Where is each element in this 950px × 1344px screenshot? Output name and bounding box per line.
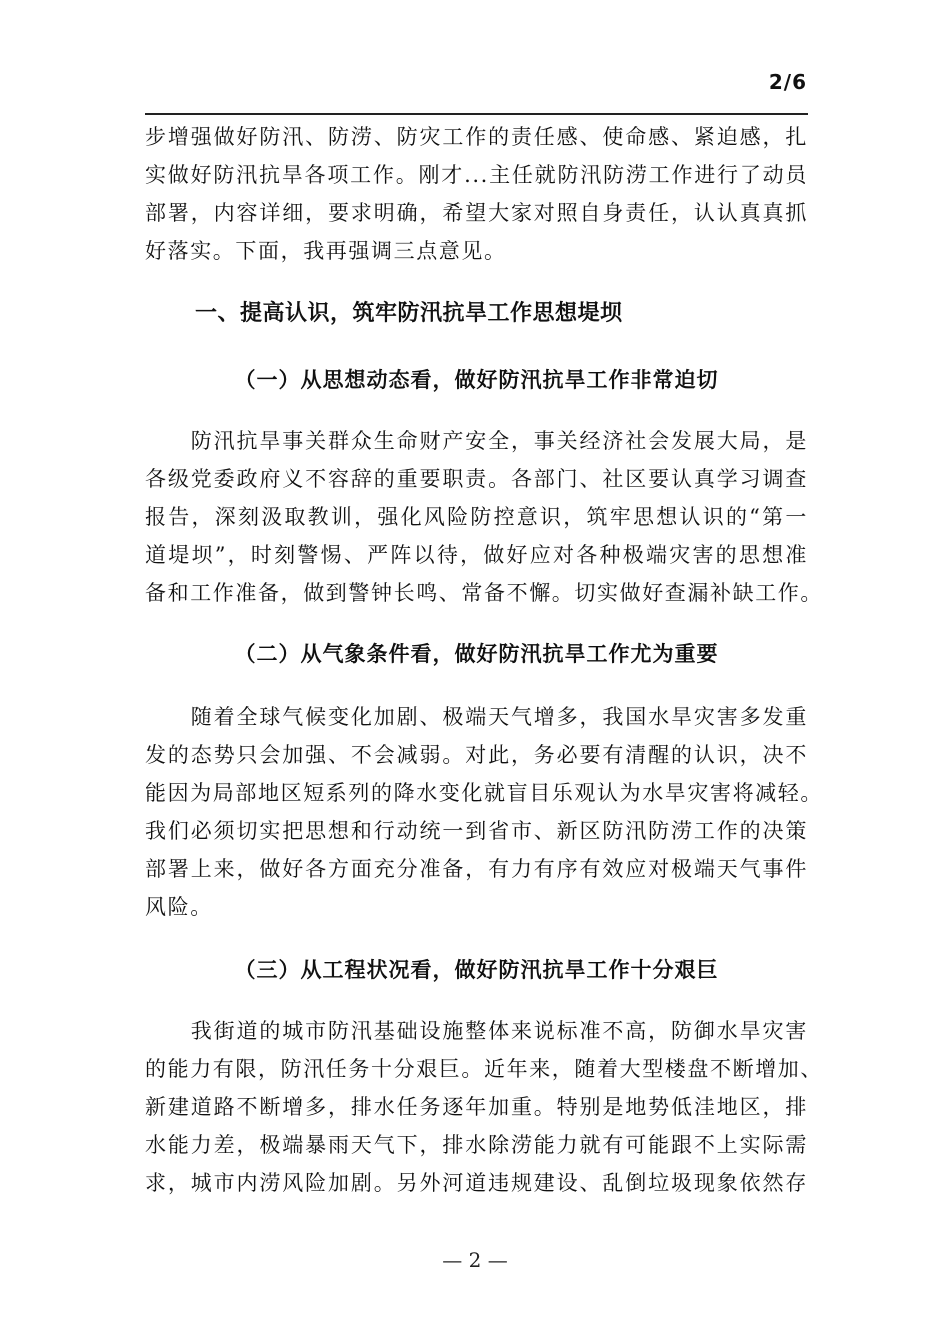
paragraph-line: 好落实。下面，我再强调三点意见。 [145,239,507,263]
paragraph-line: 风险。 [145,895,213,919]
paragraph-line: 随着全球气候变化加剧、极端天气增多，我国水旱灾害多发重 [145,705,808,729]
paragraph-line: 备和工作准备，做到警钟长鸣、常备不懈。切实做好查漏补缺工作。 [145,581,823,605]
paragraph-line: 我们必须切实把思想和行动统一到省市、新区防汛防涝工作的决策 [145,819,808,843]
paragraph-line: 实做好防汛抗旱各项工作。刚才...主任就防汛防涝工作进行了动员 [145,163,808,187]
section-heading: 一、提高认识，筑牢防汛抗旱工作思想堤坝 [195,301,623,326]
paragraph-line: 我街道的城市防汛基础设施整体来说标准不高，防御水旱灾害 [145,1019,808,1043]
subsection-heading: （二）从气象条件看，做好防汛抗旱工作尤为重要 [234,641,719,666]
paragraph-line: 求，城市内涝风险加剧。另外河道违规建设、乱倒垃圾现象依然存 [145,1171,808,1195]
paragraph-line: 的能力有限，防汛任务十分艰巨。近年来，随着大型楼盘不断增加、 [145,1057,823,1081]
footer-page-number: — 2 — [442,1248,508,1272]
page-indicator: 2/6 [768,70,807,94]
subsection-heading: （三）从工程状况看，做好防汛抗旱工作十分艰巨 [234,957,719,982]
paragraph-line: 各级党委政府义不容辞的重要职责。各部门、社区要认真学习调查 [145,467,808,491]
paragraph-line: 防汛抗旱事关群众生命财产安全，事关经济社会发展大局，是 [145,429,808,453]
paragraph-line: 道堤坝”，时刻警惕、严阵以待，做好应对各种极端灾害的思想准 [145,543,808,567]
paragraph-line: 新建道路不断增多，排水任务逐年加重。特别是地势低洼地区，排 [145,1095,808,1119]
paragraph-line: 部署，内容详细，要求明确，希望大家对照自身责任，认认真真抓 [145,201,808,225]
paragraph-line: 发的态势只会加强、不会减弱。对此，务必要有清醒的认识，决不 [145,743,808,767]
header-rule [145,113,808,115]
paragraph-line: 报告，深刻汲取教训，强化风险防控意识，筑牢思想认识的“第一 [145,505,808,529]
paragraph-line: 能因为局部地区短系列的降水变化就盲目乐观认为水旱灾害将减轻。 [145,781,823,805]
paragraph-line: 部署上来，做好各方面充分准备，有力有序有效应对极端天气事件 [145,857,808,881]
paragraph-line: 水能力差，极端暴雨天气下，排水除涝能力就有可能跟不上实际需 [145,1133,808,1157]
paragraph-line: 步增强做好防汛、防涝、防灾工作的责任感、使命感、紧迫感，扎 [145,125,808,149]
subsection-heading: （一）从思想动态看，做好防汛抗旱工作非常迫切 [234,367,719,392]
